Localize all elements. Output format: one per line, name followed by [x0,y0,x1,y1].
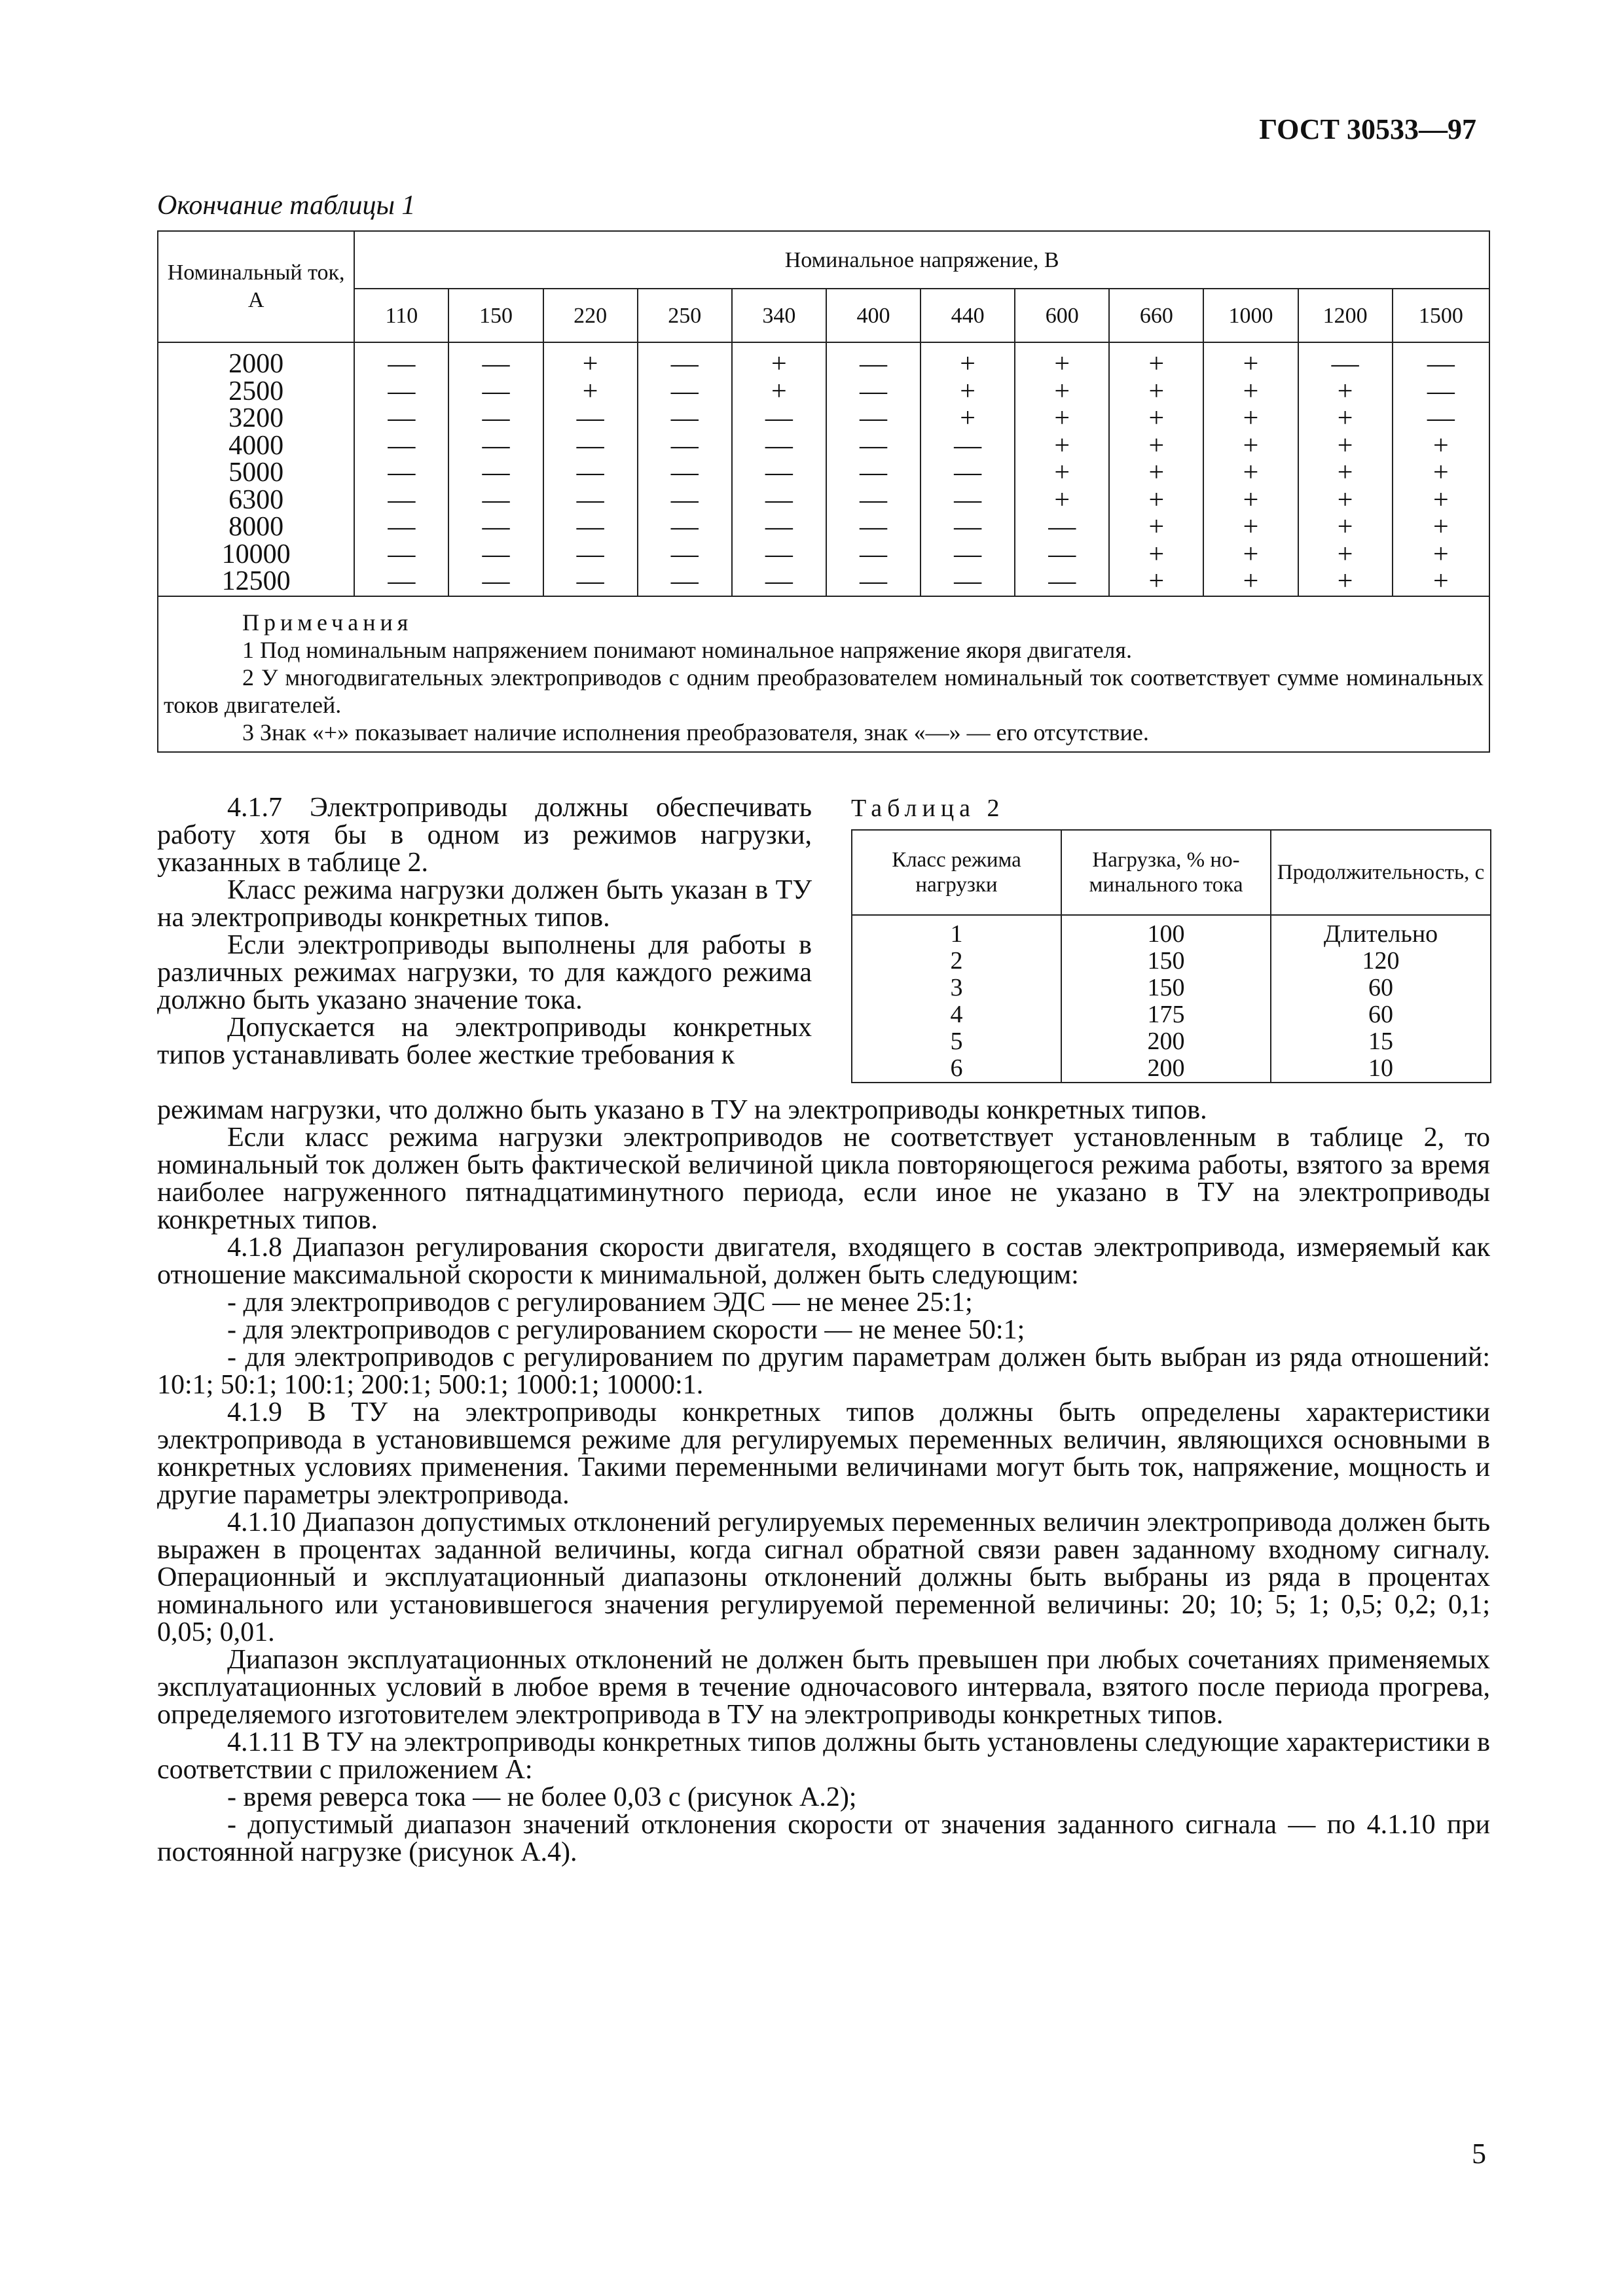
availability-mark: — [765,484,793,515]
availability-mark: + [582,349,598,379]
paragraph-stricter-requirements-cont: режимам нагрузки, что должно быть указано в ТУ на электроприводы конкретных типов. [157,1095,1207,1125]
main-text [157,1096,1490,1866]
availability-mark: + [1243,566,1259,596]
table2-header-class: Класс режима нагрузки [852,830,1061,915]
availability-mark: + [1243,376,1259,406]
availability-mark: — [482,484,510,515]
availability-mark: — [1427,349,1455,379]
paragraph-multiple-modes: Если электроприводы выполнены для работы в различных режимах нагрузки, то для каждого режима должно быть указано значение тока. [157,930,812,1015]
availability-mark: — [765,539,793,569]
current-value: 3200 [228,403,284,433]
availability-mark: — [1331,349,1359,379]
availability-mark: + [1148,403,1165,433]
availability-mark: — [388,512,416,542]
current-value: 12500 [221,566,291,596]
availability-mark: + [1243,430,1259,461]
availability-mark: — [388,457,416,488]
availability-mark: — [482,376,510,406]
availability-mark: + [1337,512,1353,542]
availability-mark: + [1243,403,1259,433]
table2-caption: Таблица 2 [851,795,1005,822]
availability-mark: + [1148,566,1165,596]
voltage-column-220 [543,342,638,596]
note-1: 1 Под номинальным напряжением понимают номинальное напряжение якоря двигателя. [242,636,1132,663]
availability-mark: + [1432,512,1449,542]
availability-mark: — [576,457,604,488]
availability-mark: — [670,539,699,569]
list-item-other-parameters: - для электроприводов с регулированием по другим параметрам должен быть выбран из ряда отношений: 10:1; 50:1; 100:1; 200:1; 500:1; 1000:1; 10000:1. [157,1342,1490,1400]
availability-mark: — [765,430,793,461]
availability-mark: — [670,430,699,461]
duration: 10 [1368,1054,1393,1082]
availability-mark: + [1337,484,1353,515]
note-2: 2 У многодвигательных электроприводов с одним преобразователем номинальный ток соответствует сумме номинальных токов двигателей. [164,664,1484,718]
current-value: 2000 [228,349,284,379]
list-item-speed-regulation: - для электроприводов с регулированием скорости — не менее 50:1; [227,1315,1025,1345]
voltage-600: 600 [1015,289,1109,342]
voltage-column-440 [921,342,1015,596]
availability-mark: — [388,484,416,515]
load-class: 6 [852,1055,1061,1083]
availability-mark: — [388,403,416,433]
availability-mark: — [576,484,604,515]
current-values-column [158,342,354,596]
availability-mark: + [1148,376,1165,406]
availability-mark: — [859,484,887,515]
availability-mark: — [576,430,604,461]
list-item-speed-deviation: - допустимый диапазон значений отклонения скорости от значения заданного сигнала — по 4.1.10 при постоянной нагрузке (рисунок А.4). [157,1810,1490,1867]
availability-mark: + [771,376,787,406]
availability-mark: — [1427,376,1455,406]
availability-mark: — [482,430,510,461]
paragraph-4-1-9: 4.1.9 В ТУ на электроприводы конкретных типов должны быть определены характеристики электропривода в установившемся режиме для регулируемых переменных величин, являющихся основными в конкретных условиях применения. Такими переменными величинами могут быть ток, напряжение, мощность и другие параметры электропривода. [157,1397,1490,1510]
duration: 15 [1368,1028,1393,1055]
availability-mark: — [388,376,416,406]
availability-mark: + [1432,484,1449,515]
availability-mark: — [576,512,604,542]
availability-mark: — [482,457,510,488]
voltage-1000: 1000 [1203,289,1298,342]
voltage-column-660 [1109,342,1203,596]
availability-mark: — [765,457,793,488]
availability-mark: + [1337,539,1353,569]
paragraph-4-1-10: 4.1.10 Диапазон допустимых отклонений регулируемых переменных величин электропривода должен быть выражен в процентах заданной величины, когда сигнал обратной связи равен заданному входному сигналу. Операционный и эксплуатационный диапазоны отклонений должны быть выбраны из ряда в процентах номинального или установившегося значения регулируемой переменной величины: 20; 10; 5; 1; 0,5; 0,2; 0,1; 0,05; 0,01. [157,1507,1490,1647]
availability-mark: + [1148,349,1165,379]
availability-mark: — [482,539,510,569]
availability-mark: — [1427,403,1455,433]
load-percent: 100 [1061,915,1271,948]
voltage-1500: 1500 [1393,289,1489,342]
voltage-440: 440 [921,289,1015,342]
availability-mark: + [1148,457,1165,488]
availability-mark: — [1048,566,1076,596]
availability-mark: — [954,457,982,488]
availability-mark: + [1337,566,1353,596]
availability-mark: + [1337,403,1353,433]
availability-mark: — [859,376,887,406]
voltage-column-340 [732,342,826,596]
table2 [851,829,1491,1083]
availability-mark: — [1048,539,1076,569]
load-percent: 200 [1061,1055,1271,1083]
current-value: 4000 [228,430,284,461]
availability-mark: — [482,403,510,433]
voltage-column-250 [638,342,732,596]
load-class: 1 [852,915,1061,948]
availability-mark: + [1148,512,1165,542]
availability-mark: — [388,566,416,596]
availability-mark: + [1243,484,1259,515]
duration: 120 [1362,947,1400,975]
voltage-660: 660 [1109,289,1203,342]
voltage-column-1500 [1393,342,1489,596]
availability-mark: — [670,512,699,542]
table1-caption: Окончание таблицы 1 [157,190,416,221]
table2-header-duration: Продолжительность, с [1271,830,1491,915]
table1 [157,230,1490,753]
section-4-1-7-left-column [157,794,812,1069]
load-class: 5 [852,1028,1061,1055]
current-value: 10000 [221,539,291,569]
load-percent: 150 [1061,975,1271,1001]
availability-mark: — [954,484,982,515]
availability-mark: + [1432,457,1449,488]
paragraph-4-1-8: 4.1.8 Диапазон регулирования скорости двигателя, входящего в состав электропривода, измеряемый как отношение максимальной скорости к минимальной, должен быть следующим: [157,1232,1490,1290]
availability-mark: — [576,403,604,433]
availability-mark: — [954,539,982,569]
availability-mark: — [954,512,982,542]
voltage-220: 220 [543,289,638,342]
voltage-column-400 [826,342,921,596]
availability-mark: + [1054,349,1070,379]
paragraph-4-1-11: 4.1.11 В ТУ на электроприводы конкретных типов должны быть установлены следующие характеристики в соответствии с приложением А: [157,1727,1490,1785]
load-percent: 150 [1061,948,1271,975]
duration: Длительно [1323,920,1438,948]
table2-header-load: Нагрузка, % номинального тока [1061,830,1271,915]
availability-mark: — [765,512,793,542]
availability-mark: — [670,484,699,515]
voltage-column-1000 [1203,342,1298,596]
availability-mark: — [388,539,416,569]
standard-number: ГОСТ 30533—97 [1259,113,1476,145]
availability-mark: — [765,403,793,433]
page-number: 5 [1472,2138,1486,2170]
voltage-250: 250 [638,289,732,342]
availability-mark: — [670,566,699,596]
load-percent: 175 [1061,1001,1271,1028]
availability-mark: + [1243,539,1259,569]
voltage-column-1200 [1298,342,1393,596]
availability-mark: + [960,376,976,406]
availability-mark: — [388,430,416,461]
availability-mark: — [482,512,510,542]
availability-mark: + [1148,484,1165,515]
availability-mark: — [859,430,887,461]
availability-mark: + [1054,430,1070,461]
availability-mark: — [859,457,887,488]
availability-mark: + [1243,457,1259,488]
availability-mark: + [1432,539,1449,569]
notes-title: Примечания [242,609,413,636]
voltage-150: 150 [448,289,543,342]
availability-mark: — [1048,512,1076,542]
paragraph-operational-deviation: Диапазон эксплуатационных отклонений не должен быть превышен при любых сочетаниях применяемых эксплуатационных условий в любое время в течение одночасового интервала, взятого после периода прогрева, определяемого изготовителем электропривода в ТУ на электроприводы конкретных типов. [157,1645,1490,1730]
paragraph-4-1-7: 4.1.7 Электроприводы должны обеспечивать работу хотя бы в одном из режимов нагрузки, указанных в таблице 2. [157,793,812,878]
availability-mark: — [859,566,887,596]
availability-mark: + [1243,349,1259,379]
availability-mark: + [960,403,976,433]
load-class: 3 [852,975,1061,1001]
current-value: 2500 [228,376,284,406]
availability-mark: + [1337,430,1353,461]
paragraph-stricter-requirements: Допускается на электроприводы конкретных типов устанавливать более жесткие требования к [157,1013,812,1070]
availability-mark: — [482,349,510,379]
duration: 60 [1368,1001,1393,1028]
availability-mark: — [859,539,887,569]
availability-mark: — [859,403,887,433]
voltage-column-600 [1015,342,1109,596]
availability-mark: + [771,349,787,379]
paragraph-load-class: Класс режима нагрузки должен быть указан в ТУ на электроприводы конкретных типов. [157,875,812,933]
paragraph-load-class-mismatch: Если класс режима нагрузки электроприводов не соответствует установленным в таблице 2, то номинальный ток должен быть фактической величиной цикла повторяющегося режима работы, взятого за время наиболее нагруженного пятнадцатиминутного периода, если иное не указано в ТУ на электроприводы конкретных типов. [157,1122,1490,1235]
voltage-400: 400 [826,289,921,342]
availability-mark: + [1054,403,1070,433]
availability-mark: + [1432,430,1449,461]
current-value: 6300 [228,484,284,515]
availability-mark: — [482,566,510,596]
voltage-column-110 [354,342,448,596]
load-class: 4 [852,1001,1061,1028]
availability-mark: + [582,376,598,406]
availability-mark: + [1054,376,1070,406]
availability-mark: + [1054,484,1070,515]
availability-mark: + [1337,457,1353,488]
availability-mark: + [1337,376,1353,406]
availability-mark: — [576,566,604,596]
availability-mark: + [1432,566,1449,596]
table1-notes [158,596,1489,752]
availability-mark: — [954,430,982,461]
availability-mark: — [576,539,604,569]
availability-mark: — [670,457,699,488]
current-value: 8000 [228,512,284,542]
availability-mark: — [859,512,887,542]
duration: 60 [1368,974,1393,1001]
availability-mark: — [670,376,699,406]
availability-mark: + [1148,539,1165,569]
voltage-110: 110 [354,289,448,342]
availability-mark: — [670,403,699,433]
availability-mark: + [1148,430,1165,461]
availability-mark: — [388,349,416,379]
voltage-340: 340 [732,289,826,342]
load-class: 2 [852,948,1061,975]
table1-current-header: Номинальный ток, А [158,231,354,342]
availability-mark: + [1054,457,1070,488]
availability-mark: — [765,566,793,596]
load-percent: 200 [1061,1028,1271,1055]
list-item-emf-regulation: - для электроприводов с регулированием ЭДС — не менее 25:1; [227,1287,973,1318]
availability-mark: + [960,349,976,379]
voltage-column-150 [448,342,543,596]
availability-mark: — [954,566,982,596]
note-3: 3 Знак «+» показывает наличие исполнения преобразователя, знак «—» — его отсутствие. [242,719,1149,745]
voltage-1200: 1200 [1298,289,1393,342]
availability-mark: — [670,349,699,379]
current-value: 5000 [228,457,284,488]
availability-mark: — [859,349,887,379]
table1-voltage-header: Номинальное напряжение, В [354,231,1489,289]
list-item-reverse-time: - время реверса тока — не более 0,03 с (рисунок А.2); [227,1782,857,1812]
availability-mark: + [1243,512,1259,542]
